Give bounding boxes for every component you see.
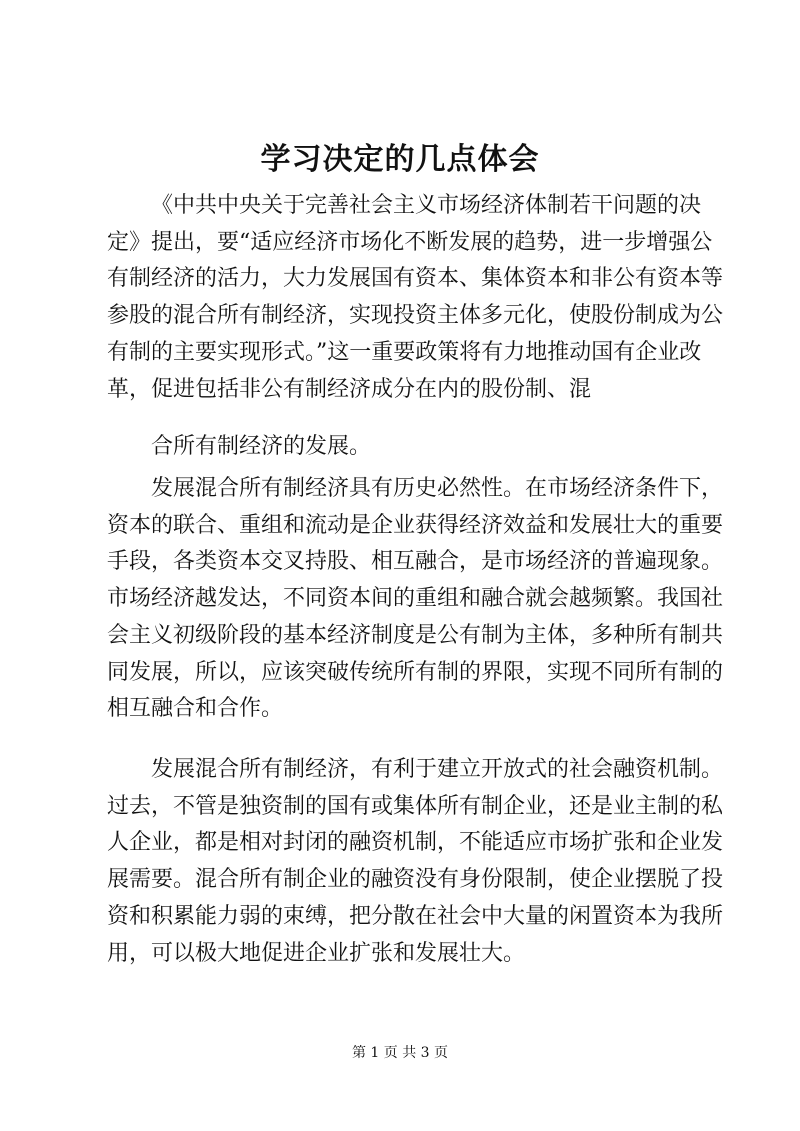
paragraph-line: 有制经济的活力，大力发展国有资本、集体资本和非公有资本等 bbox=[107, 266, 724, 292]
paragraph-line: 发展混合所有制经济，有利于建立开放式的社会融资机制。 bbox=[151, 757, 724, 782]
paragraph-line: 发展混合所有制经济具有历史必然性。在市场经济条件下， bbox=[151, 476, 724, 501]
paragraph-line: 过去，不管是独资制的国有或集体所有制企业，还是业主制的私 bbox=[107, 793, 724, 819]
paragraph-line: 市场经济越发达，不同资本间的重组和融合就会越频繁。我国社 bbox=[107, 586, 724, 612]
paragraph-line: 同发展，所以，应该突破传统所有制的界限，实现不同所有制的 bbox=[107, 659, 724, 685]
paragraph-line: 《中共中央关于完善社会主义市场经济体制若干问题的决 bbox=[151, 193, 702, 218]
paragraph-line: 手段，各类资本交叉持股、相互融合，是市场经济的普遍现象。 bbox=[107, 549, 724, 575]
paragraph-line: 有制的主要实现形式。”这一重要政策将有力地推动国有企业改 bbox=[107, 339, 702, 365]
paragraph-line: 资本的联合、重组和流动是企业获得经济效益和发展壮大的重要 bbox=[107, 512, 724, 538]
paragraph-line: 人企业，都是相对封闭的融资机制，不能适应市场扩张和企业发 bbox=[107, 830, 724, 856]
paragraph-line: 用，可以极大地促进企业扩张和发展壮大。 bbox=[107, 940, 526, 966]
paragraph-line: 合所有制经济的发展。 bbox=[151, 434, 372, 459]
paragraph-4 bbox=[107, 752, 724, 972]
page-number: 第 1 页 共 3 页 bbox=[351, 1045, 449, 1061]
paragraph-line: 参股的混合所有制经济，实现投资主体多元化，使股份制成为公 bbox=[107, 303, 724, 329]
paragraph-1 bbox=[107, 188, 724, 408]
paragraph-line: 定》提出，要“适应经济市场化不断发展的趋势，进一步增强公 bbox=[107, 229, 713, 255]
document-title: 学习决定的几点体会 bbox=[260, 142, 540, 177]
paragraph-2 bbox=[107, 429, 719, 466]
paragraph-line: 会主义初级阶段的基本经济制度是公有制为主体，多种所有制共 bbox=[107, 622, 724, 648]
paragraph-line: 相互融合和合作。 bbox=[107, 696, 284, 722]
paragraph-line: 展需要。混合所有制企业的融资没有身份限制，使企业摆脱了投 bbox=[107, 867, 724, 893]
paragraph-3 bbox=[107, 471, 724, 728]
paragraph-line: 资和积累能力弱的束缚，把分散在社会中大量的闲置资本为我所 bbox=[107, 903, 724, 929]
paragraph-line: 革，促进包括非公有制经济成分在内的股份制、混 bbox=[107, 376, 592, 402]
